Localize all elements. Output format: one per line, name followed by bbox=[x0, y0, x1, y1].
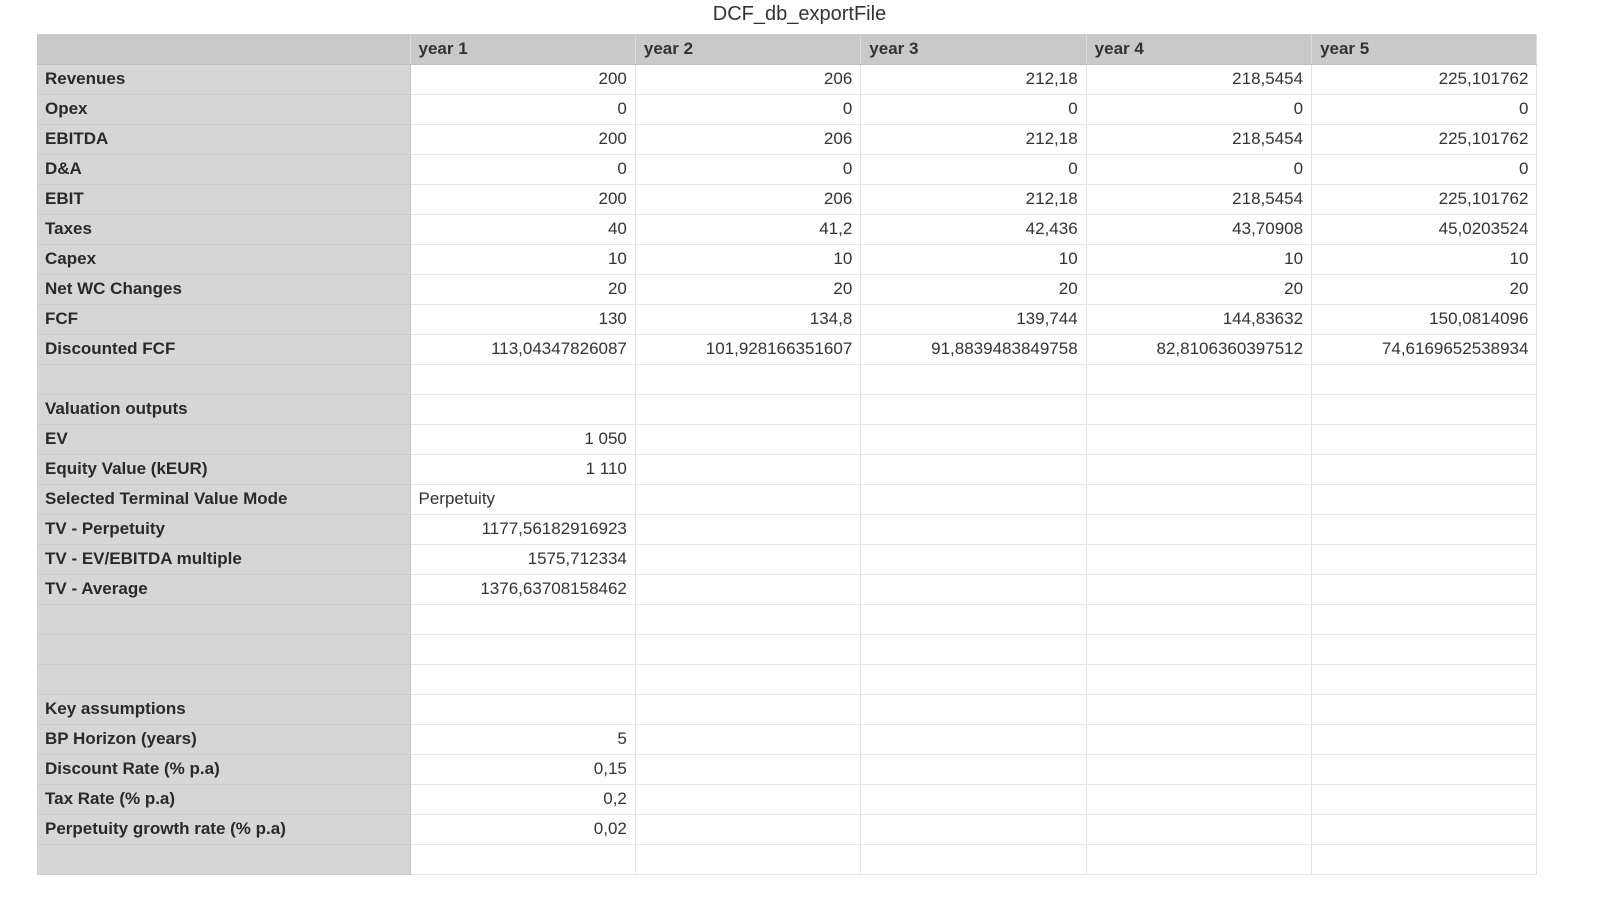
value-cell-year-3[interactable]: 139,744 bbox=[861, 304, 1086, 334]
value-cell-year-4[interactable] bbox=[1086, 814, 1311, 844]
table-row bbox=[37, 634, 1537, 664]
row-label-cell[interactable]: Taxes bbox=[37, 214, 410, 244]
value-cell-year-2[interactable]: 206 bbox=[635, 124, 860, 154]
value-cell-year-3[interactable]: 20 bbox=[861, 274, 1086, 304]
value-cell-year-4[interactable]: 218,5454 bbox=[1086, 184, 1311, 214]
value-cell-year-3[interactable]: 212,18 bbox=[861, 124, 1086, 154]
value-cell-year-2[interactable]: 41,2 bbox=[635, 214, 860, 244]
table-row bbox=[37, 214, 1537, 244]
value-cell-year-2[interactable]: 10 bbox=[635, 244, 860, 274]
value-cell-year-1[interactable]: 20 bbox=[410, 274, 635, 304]
value-cell-year-5[interactable] bbox=[1312, 634, 1537, 664]
value-cell-year-2[interactable] bbox=[635, 844, 860, 874]
value-cell-year-4[interactable]: 0 bbox=[1086, 94, 1311, 124]
value-cell-year-4[interactable] bbox=[1086, 364, 1311, 394]
row-label-cell[interactable]: Key assumptions bbox=[37, 694, 410, 724]
value-cell-year-3[interactable] bbox=[861, 844, 1086, 874]
value-cell-year-4[interactable]: 82,8106360397512 bbox=[1086, 334, 1311, 364]
value-cell-year-3[interactable]: 91,8839483849758 bbox=[861, 334, 1086, 364]
header-cell-year-2[interactable]: year 2 bbox=[635, 34, 860, 64]
value-cell-year-4[interactable]: 218,5454 bbox=[1086, 64, 1311, 94]
value-cell-year-4[interactable] bbox=[1086, 394, 1311, 424]
value-cell-year-1[interactable]: 0,02 bbox=[410, 814, 635, 844]
value-cell-year-1[interactable]: 0 bbox=[410, 154, 635, 184]
row-label-cell[interactable] bbox=[37, 604, 410, 634]
value-cell-year-3[interactable]: 42,436 bbox=[861, 214, 1086, 244]
value-cell-year-2[interactable] bbox=[635, 784, 860, 814]
header-cell-year-3[interactable]: year 3 bbox=[861, 34, 1086, 64]
value-cell-year-1[interactable]: 1 050 bbox=[410, 424, 635, 454]
value-cell-year-3[interactable]: 10 bbox=[861, 244, 1086, 274]
value-cell-year-4[interactable] bbox=[1086, 454, 1311, 484]
row-label-cell[interactable] bbox=[37, 664, 410, 694]
value-cell-year-2[interactable] bbox=[635, 664, 860, 694]
table-row bbox=[37, 604, 1537, 634]
header-cell-year-1[interactable]: year 1 bbox=[410, 34, 635, 64]
value-cell-year-4[interactable] bbox=[1086, 514, 1311, 544]
row-label-cell[interactable]: EV bbox=[37, 424, 410, 454]
value-cell-year-4[interactable] bbox=[1086, 484, 1311, 514]
value-cell-year-3[interactable] bbox=[861, 784, 1086, 814]
table-row bbox=[37, 544, 1537, 574]
value-cell-year-3[interactable]: 212,18 bbox=[861, 64, 1086, 94]
table-row bbox=[37, 364, 1537, 394]
value-cell-year-5[interactable]: 10 bbox=[1312, 244, 1537, 274]
value-cell-year-4[interactable] bbox=[1086, 544, 1311, 574]
value-cell-year-1[interactable]: 200 bbox=[410, 64, 635, 94]
value-cell-year-4[interactable] bbox=[1086, 424, 1311, 454]
value-cell-year-2[interactable]: 206 bbox=[635, 64, 860, 94]
value-cell-year-1[interactable]: 113,04347826087 bbox=[410, 334, 635, 364]
value-cell-year-4[interactable]: 10 bbox=[1086, 244, 1311, 274]
table-row bbox=[37, 484, 1537, 514]
value-cell-year-5[interactable]: 0 bbox=[1312, 154, 1537, 184]
value-cell-year-3[interactable] bbox=[861, 754, 1086, 784]
value-cell-year-2[interactable] bbox=[635, 634, 860, 664]
header-corner-cell[interactable] bbox=[37, 34, 410, 64]
value-cell-year-2[interactable] bbox=[635, 394, 860, 424]
document-title: DCF_db_exportFile bbox=[712, 3, 887, 25]
row-label-cell[interactable]: Revenues bbox=[37, 64, 410, 94]
value-cell-year-5[interactable]: 45,0203524 bbox=[1312, 214, 1537, 244]
value-cell-year-5[interactable] bbox=[1312, 724, 1537, 754]
value-cell-year-2[interactable] bbox=[635, 544, 860, 574]
value-cell-year-2[interactable]: 206 bbox=[635, 184, 860, 214]
value-cell-year-5[interactable] bbox=[1312, 364, 1537, 394]
table-row bbox=[37, 94, 1537, 124]
table-row bbox=[37, 514, 1537, 544]
value-cell-year-2[interactable]: 101,928166351607 bbox=[635, 334, 860, 364]
value-cell-year-1[interactable]: Perpetuity bbox=[410, 484, 635, 514]
row-label-cell[interactable]: BP Horizon (years) bbox=[37, 724, 410, 754]
row-label-cell[interactable]: Discounted FCF bbox=[37, 334, 410, 364]
value-cell-year-3[interactable] bbox=[861, 814, 1086, 844]
value-cell-year-3[interactable]: 0 bbox=[861, 94, 1086, 124]
value-cell-year-1[interactable] bbox=[410, 364, 635, 394]
spreadsheet-view[interactable] bbox=[37, 34, 1537, 882]
value-cell-year-4[interactable] bbox=[1086, 664, 1311, 694]
value-cell-year-1[interactable]: 1 110 bbox=[410, 454, 635, 484]
value-cell-year-4[interactable] bbox=[1086, 694, 1311, 724]
row-label-cell[interactable]: TV - Average bbox=[37, 574, 410, 604]
value-cell-year-2[interactable] bbox=[635, 484, 860, 514]
row-label-cell[interactable] bbox=[37, 844, 410, 874]
value-cell-year-5[interactable]: 225,101762 bbox=[1312, 64, 1537, 94]
value-cell-year-1[interactable]: 0 bbox=[410, 94, 635, 124]
row-label-cell[interactable]: TV - Perpetuity bbox=[37, 514, 410, 544]
row-label-cell[interactable]: Selected Terminal Value Mode bbox=[37, 484, 410, 514]
value-cell-year-5[interactable] bbox=[1312, 544, 1537, 574]
value-cell-year-4[interactable]: 20 bbox=[1086, 274, 1311, 304]
table-row bbox=[37, 784, 1537, 814]
table-row bbox=[37, 274, 1537, 304]
dcf-table bbox=[37, 34, 1537, 875]
row-label-cell[interactable]: Net WC Changes bbox=[37, 274, 410, 304]
value-cell-year-4[interactable] bbox=[1086, 574, 1311, 604]
value-cell-year-4[interactable] bbox=[1086, 724, 1311, 754]
value-cell-year-4[interactable] bbox=[1086, 754, 1311, 784]
value-cell-year-1[interactable]: 0,15 bbox=[410, 754, 635, 784]
value-cell-year-5[interactable] bbox=[1312, 454, 1537, 484]
value-cell-year-3[interactable] bbox=[861, 394, 1086, 424]
row-label-cell[interactable]: FCF bbox=[37, 304, 410, 334]
value-cell-year-5[interactable] bbox=[1312, 574, 1537, 604]
row-label-cell[interactable]: Equity Value (kEUR) bbox=[37, 454, 410, 484]
value-cell-year-5[interactable] bbox=[1312, 694, 1537, 724]
value-cell-year-1[interactable] bbox=[410, 664, 635, 694]
value-cell-year-5[interactable] bbox=[1312, 484, 1537, 514]
value-cell-year-2[interactable] bbox=[635, 424, 860, 454]
value-cell-year-4[interactable]: 144,83632 bbox=[1086, 304, 1311, 334]
table-row bbox=[37, 124, 1537, 154]
table-row bbox=[37, 424, 1537, 454]
value-cell-year-3[interactable] bbox=[861, 544, 1086, 574]
value-cell-year-5[interactable] bbox=[1312, 604, 1537, 634]
value-cell-year-2[interactable] bbox=[635, 514, 860, 544]
value-cell-year-3[interactable] bbox=[861, 694, 1086, 724]
value-cell-year-5[interactable] bbox=[1312, 394, 1537, 424]
value-cell-year-2[interactable]: 134,8 bbox=[635, 304, 860, 334]
value-cell-year-1[interactable] bbox=[410, 694, 635, 724]
value-cell-year-5[interactable]: 225,101762 bbox=[1312, 124, 1537, 154]
table-row bbox=[37, 304, 1537, 334]
table-row bbox=[37, 454, 1537, 484]
value-cell-year-2[interactable] bbox=[635, 454, 860, 484]
value-cell-year-1[interactable]: 40 bbox=[410, 214, 635, 244]
value-cell-year-2[interactable] bbox=[635, 574, 860, 604]
value-cell-year-1[interactable]: 0,2 bbox=[410, 784, 635, 814]
table-body bbox=[37, 64, 1537, 874]
row-label-cell[interactable]: EBITDA bbox=[37, 124, 410, 154]
row-label-cell[interactable] bbox=[37, 364, 410, 394]
row-label-cell[interactable]: TV - EV/EBITDA multiple bbox=[37, 544, 410, 574]
value-cell-year-5[interactable] bbox=[1312, 664, 1537, 694]
value-cell-year-1[interactable]: 200 bbox=[410, 124, 635, 154]
row-label-cell[interactable]: Valuation outputs bbox=[37, 394, 410, 424]
header-cell-year-4[interactable]: year 4 bbox=[1086, 34, 1311, 64]
table-row bbox=[37, 574, 1537, 604]
table-row bbox=[37, 754, 1537, 784]
value-cell-year-3[interactable] bbox=[861, 514, 1086, 544]
value-cell-year-5[interactable] bbox=[1312, 784, 1537, 814]
value-cell-year-5[interactable] bbox=[1312, 754, 1537, 784]
value-cell-year-3[interactable]: 0 bbox=[861, 154, 1086, 184]
value-cell-year-4[interactable]: 0 bbox=[1086, 154, 1311, 184]
value-cell-year-1[interactable] bbox=[410, 394, 635, 424]
row-label-cell[interactable]: Discount Rate (% p.a) bbox=[37, 754, 410, 784]
value-cell-year-5[interactable]: 0 bbox=[1312, 94, 1537, 124]
header-cell-year-5[interactable]: year 5 bbox=[1312, 34, 1537, 64]
value-cell-year-3[interactable] bbox=[861, 604, 1086, 634]
header-row bbox=[37, 34, 1537, 64]
value-cell-year-2[interactable]: 20 bbox=[635, 274, 860, 304]
table-row bbox=[37, 724, 1537, 754]
value-cell-year-2[interactable]: 0 bbox=[635, 154, 860, 184]
row-label-cell[interactable]: Capex bbox=[37, 244, 410, 274]
value-cell-year-4[interactable] bbox=[1086, 604, 1311, 634]
value-cell-year-1[interactable]: 1575,712334 bbox=[410, 544, 635, 574]
value-cell-year-1[interactable]: 5 bbox=[410, 724, 635, 754]
value-cell-year-4[interactable]: 218,5454 bbox=[1086, 124, 1311, 154]
row-label-cell[interactable]: Perpetuity growth rate (% p.a) bbox=[37, 814, 410, 844]
row-label-cell[interactable]: EBIT bbox=[37, 184, 410, 214]
value-cell-year-5[interactable]: 20 bbox=[1312, 274, 1537, 304]
value-cell-year-3[interactable] bbox=[861, 574, 1086, 604]
value-cell-year-3[interactable] bbox=[861, 484, 1086, 514]
value-cell-year-2[interactable] bbox=[635, 814, 860, 844]
value-cell-year-1[interactable]: 1177,56182916923 bbox=[410, 514, 635, 544]
value-cell-year-3[interactable] bbox=[861, 664, 1086, 694]
value-cell-year-2[interactable] bbox=[635, 694, 860, 724]
value-cell-year-5[interactable]: 225,101762 bbox=[1312, 184, 1537, 214]
table-row bbox=[37, 664, 1537, 694]
value-cell-year-4[interactable] bbox=[1086, 634, 1311, 664]
table-row bbox=[37, 154, 1537, 184]
value-cell-year-1[interactable]: 130 bbox=[410, 304, 635, 334]
value-cell-year-5[interactable]: 150,0814096 bbox=[1312, 304, 1537, 334]
value-cell-year-2[interactable] bbox=[635, 724, 860, 754]
value-cell-year-5[interactable]: 74,6169652538934 bbox=[1312, 334, 1537, 364]
table-row bbox=[37, 844, 1537, 874]
value-cell-year-5[interactable] bbox=[1312, 514, 1537, 544]
value-cell-year-1[interactable] bbox=[410, 604, 635, 634]
value-cell-year-3[interactable] bbox=[861, 364, 1086, 394]
value-cell-year-1[interactable]: 10 bbox=[410, 244, 635, 274]
value-cell-year-1[interactable] bbox=[410, 634, 635, 664]
row-label-cell[interactable] bbox=[37, 634, 410, 664]
row-label-cell[interactable]: D&A bbox=[37, 154, 410, 184]
value-cell-year-3[interactable] bbox=[861, 454, 1086, 484]
table-row bbox=[37, 814, 1537, 844]
table-row bbox=[37, 694, 1537, 724]
value-cell-year-3[interactable]: 212,18 bbox=[861, 184, 1086, 214]
value-cell-year-3[interactable] bbox=[861, 634, 1086, 664]
row-label-cell[interactable]: Opex bbox=[37, 94, 410, 124]
value-cell-year-3[interactable] bbox=[861, 424, 1086, 454]
value-cell-year-2[interactable] bbox=[635, 754, 860, 784]
value-cell-year-2[interactable] bbox=[635, 364, 860, 394]
value-cell-year-1[interactable]: 200 bbox=[410, 184, 635, 214]
table-row bbox=[37, 64, 1537, 94]
value-cell-year-3[interactable] bbox=[861, 724, 1086, 754]
value-cell-year-4[interactable]: 43,70908 bbox=[1086, 214, 1311, 244]
table-row bbox=[37, 334, 1537, 364]
row-label-cell[interactable]: Tax Rate (% p.a) bbox=[37, 784, 410, 814]
value-cell-year-1[interactable]: 1376,63708158462 bbox=[410, 574, 635, 604]
value-cell-year-4[interactable] bbox=[1086, 844, 1311, 874]
table-row bbox=[37, 244, 1537, 274]
value-cell-year-2[interactable] bbox=[635, 604, 860, 634]
value-cell-year-2[interactable]: 0 bbox=[635, 94, 860, 124]
value-cell-year-4[interactable] bbox=[1086, 784, 1311, 814]
table-row bbox=[37, 394, 1537, 424]
table-row bbox=[37, 184, 1537, 214]
value-cell-year-5[interactable] bbox=[1312, 844, 1537, 874]
value-cell-year-5[interactable] bbox=[1312, 814, 1537, 844]
value-cell-year-1[interactable] bbox=[410, 844, 635, 874]
value-cell-year-5[interactable] bbox=[1312, 424, 1537, 454]
